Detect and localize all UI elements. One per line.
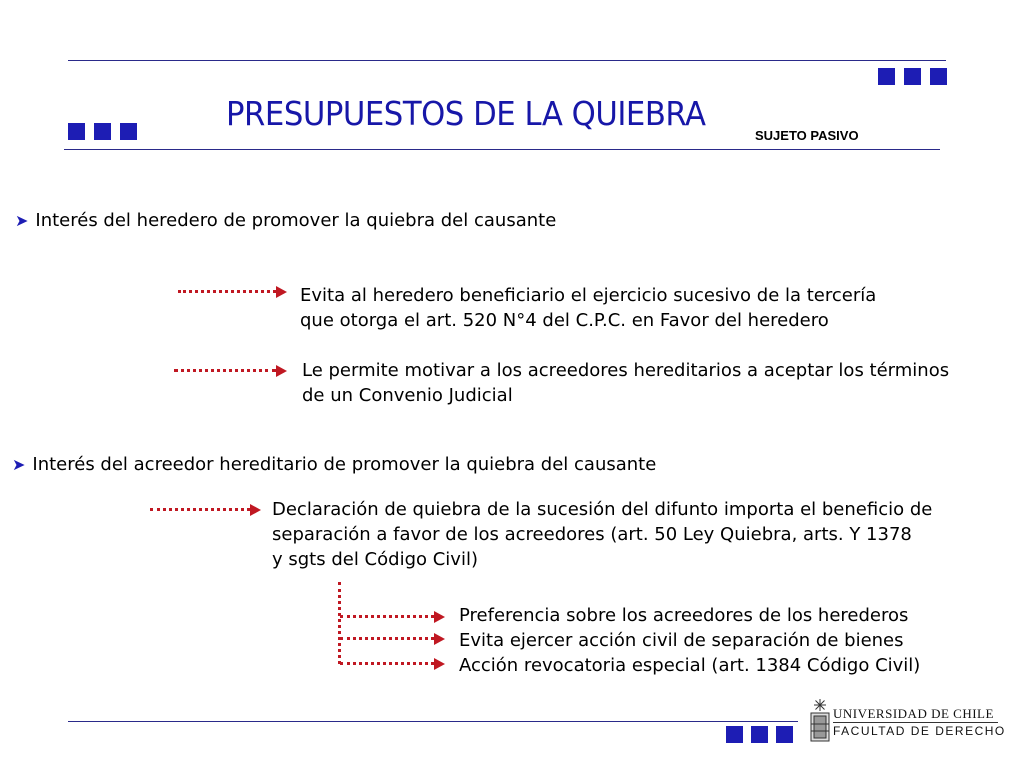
footer-square-decoration	[776, 726, 793, 743]
page-title: PRESUPUESTOS DE LA QUIEBRA	[226, 94, 706, 133]
header-square-decoration	[120, 123, 137, 140]
header-square-decoration	[904, 68, 921, 85]
red-dotted-connector	[338, 582, 341, 664]
header-bottom-line	[64, 149, 940, 150]
red-arrow-icon	[340, 612, 446, 620]
section2-subpoints	[459, 603, 920, 678]
section1-heading	[15, 210, 556, 231]
text-line: Evita al heredero beneficiario el ejercicio sucesivo de la tercería	[300, 285, 877, 306]
red-arrow-icon	[178, 287, 288, 295]
list-item: Preferencia sobre los acreedores de los herederos	[459, 605, 909, 626]
header-square-decoration	[930, 68, 947, 85]
section2-heading-text: Interés del acreedor hereditario de promover la quiebra del causante	[32, 454, 657, 475]
text-line: que otorga el art. 520 N°4 del C.P.C. en Favor del heredero	[300, 310, 829, 331]
list-item: Acción revocatoria especial (art. 1384 Código Civil)	[459, 655, 921, 676]
header-top-line	[68, 60, 946, 61]
logo-divider	[833, 722, 998, 723]
text-line: de un Convenio Judicial	[302, 385, 513, 406]
section1-point-2	[302, 358, 949, 408]
red-arrow-icon	[174, 366, 288, 374]
footer-square-decoration	[751, 726, 768, 743]
section2-point	[272, 497, 932, 572]
page-subtitle: SUJETO PASIVO	[755, 128, 859, 143]
red-arrow-icon	[340, 659, 446, 667]
text-line: y sgts del Código Civil)	[272, 549, 478, 570]
arrow-bullet-icon: ➤	[15, 211, 29, 230]
header-square-decoration	[94, 123, 111, 140]
footer-square-decoration	[726, 726, 743, 743]
footer-line	[68, 721, 798, 722]
university-crest-icon	[808, 698, 832, 744]
list-item: Evita ejercer acción civil de separación de bienes	[459, 630, 904, 651]
header-square-decoration	[68, 123, 85, 140]
text-line: Le permite motivar a los acreedores hereditarios a aceptar los términos	[302, 360, 950, 381]
arrow-bullet-icon: ➤	[12, 455, 26, 474]
text-line: separación a favor de los acreedores (art. 50 Ley Quiebra, arts. Y 1378	[272, 524, 912, 545]
header-square-decoration	[878, 68, 895, 85]
university-name: UNIVERSIDAD DE CHILE	[833, 706, 994, 721]
faculty-name: FACULTAD DE DERECHO	[833, 724, 1006, 738]
text-line: Declaración de quiebra de la sucesión del difunto importa el beneficio de	[272, 499, 933, 520]
section1-heading-text: Interés del heredero de promover la quiebra del causante	[35, 210, 557, 231]
red-arrow-icon	[150, 505, 262, 513]
section2-heading	[12, 454, 656, 475]
red-arrow-icon	[340, 634, 446, 642]
section1-point-1	[300, 283, 876, 333]
